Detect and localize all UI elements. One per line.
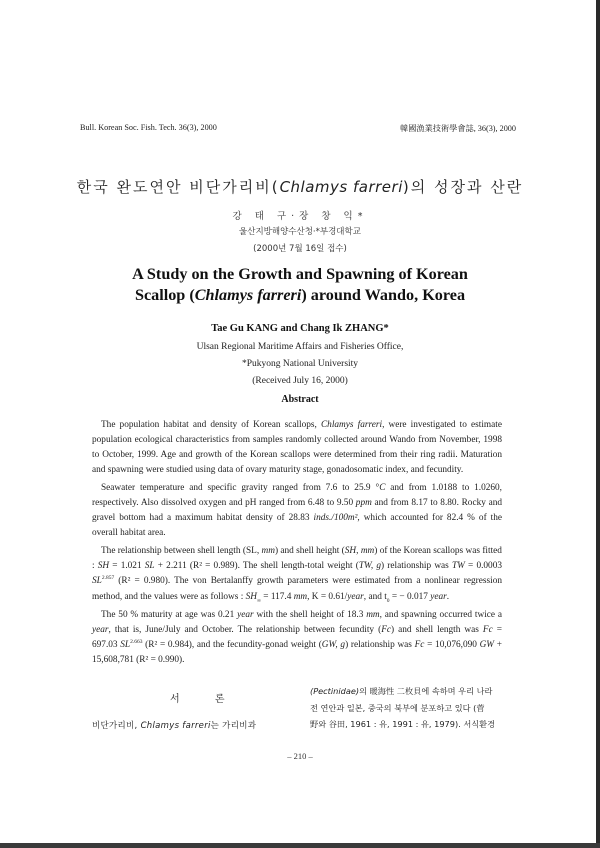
introduction-heading: 서 론 xyxy=(170,694,241,705)
korean-authors: 강 태 구·장 창 익* xyxy=(232,211,368,222)
english-title-line1: A Study on the Growth and Spawning of Korean xyxy=(132,265,468,283)
abstract-paragraph-2: Seawater temperature and specific gravity ranged from 7.6 to 25.9 °C and from 1.0188 to 1.0260, respectively. Also dissolved oxygen and pH ranged from 6.48 to 9.50 ppm and from 8.17 to 8.80. Rocky and gravel bottom had a maximum habitat density of 28.83 inds./100m², which accounted for 82.4 % of the overall habitat area. xyxy=(92,483,503,539)
english-title-scientific-name: Chlamys farreri xyxy=(194,286,302,304)
korean-title-scientific-name: Chlamys farreri xyxy=(279,178,403,196)
introduction-right-column xyxy=(310,683,510,733)
intro-right-line-3: 野와 谷田, 1961 : 유, 1991 : 유, 1979). 서식환경 xyxy=(310,719,495,729)
abstract-paragraph-3: The relationship between shell length (SL, mm) and shell height (SH, mm) of the Korean scallops was fitted : SH = 1.021 SL + 2.211 (R² = 0.989). The shell length-total weight (TW, g) relationship was TW = 0.0003 $SL^{2.857}$ (R² = 0.980). The von Bertalanffy growth parameters were estimated from a nonlinear regression method, and the values were as follows : $SH_\infty = 117.4$ mm, K = 0.61/year, and $t_0$ = − 0.017 year. xyxy=(92,546,503,604)
affiliation-line-2: *Pukyong National University xyxy=(241,359,359,369)
page-edge-right xyxy=(596,0,600,848)
page-edge-bottom xyxy=(0,843,600,848)
english-title-line2-suffix: ) around Wando, Korea xyxy=(301,286,466,304)
abstract-heading: Abstract xyxy=(281,394,319,405)
page-number: – 210 – xyxy=(287,751,313,761)
english-affiliation xyxy=(0,339,600,390)
intro-right-line-2: 전 연안과 일본, 중국의 북부에 분포하고 있다 (菅 xyxy=(310,702,485,713)
korean-affiliation: 울산지방해양수산청·*부경대학교 xyxy=(239,227,361,237)
korean-received-date: (2000년 7월 16일 접수) xyxy=(253,244,347,254)
english-title-line2 xyxy=(0,285,600,306)
english-authors: Tae Gu KANG and Chang Ik ZHANG* xyxy=(211,323,389,334)
received-line: (Received July 16, 2000) xyxy=(252,376,348,386)
abstract-body xyxy=(92,418,502,671)
running-header-left: Bull. Korean Soc. Fish. Tech. 36(3), 2000 xyxy=(80,123,217,132)
english-title xyxy=(0,264,600,306)
korean-title-suffix: )의 성장과 산란 xyxy=(402,178,524,196)
intro-right-line-1: (Pectinidae)의 暖海性 二枚貝에 속하며 우리 나라 xyxy=(310,686,493,696)
abstract-paragraph-1: The population habitat and density of Korean scallops, Chlamys farreri, were investigated to estimate population ecological characteristics from samples randomly collected around Wando from November, 1998 to October, 1999. Age and growth of the Korean scallops were determined from their ring radii. Maturation and spawning were studied using data of ovary maturity stage, gonadosomatic index, and fecundity. xyxy=(92,420,502,476)
introduction-left-column: 비단가리비, Chlamys farreri는 가리비과 xyxy=(92,721,257,731)
abstract-paragraph-4: The 50 % maturity at age was 0.21 year with the shell height of 18.3 mm, and spawning occurred twice a year, that is, June/July and October. The relationship between fecundity (Fc) and shell length was Fc = 697.03 $SL^{2.663}$ (R² = 0.984), and the fecundity-gonad weight (GW, g) relationship was Fc = 10,076,090 GW + 15,608,781 (R² = 0.990). xyxy=(92,609,503,665)
running-header-right: 韓國漁業技術學會誌, 36(3), 2000 xyxy=(400,124,516,133)
affiliation-line-1: Ulsan Regional Maritime Affairs and Fisheries Office, xyxy=(196,342,404,352)
korean-title-prefix: 한국 완도연안 비단가리비( xyxy=(76,178,280,196)
korean-title xyxy=(0,176,600,197)
english-title-line2-prefix: Scallop ( xyxy=(134,286,195,304)
